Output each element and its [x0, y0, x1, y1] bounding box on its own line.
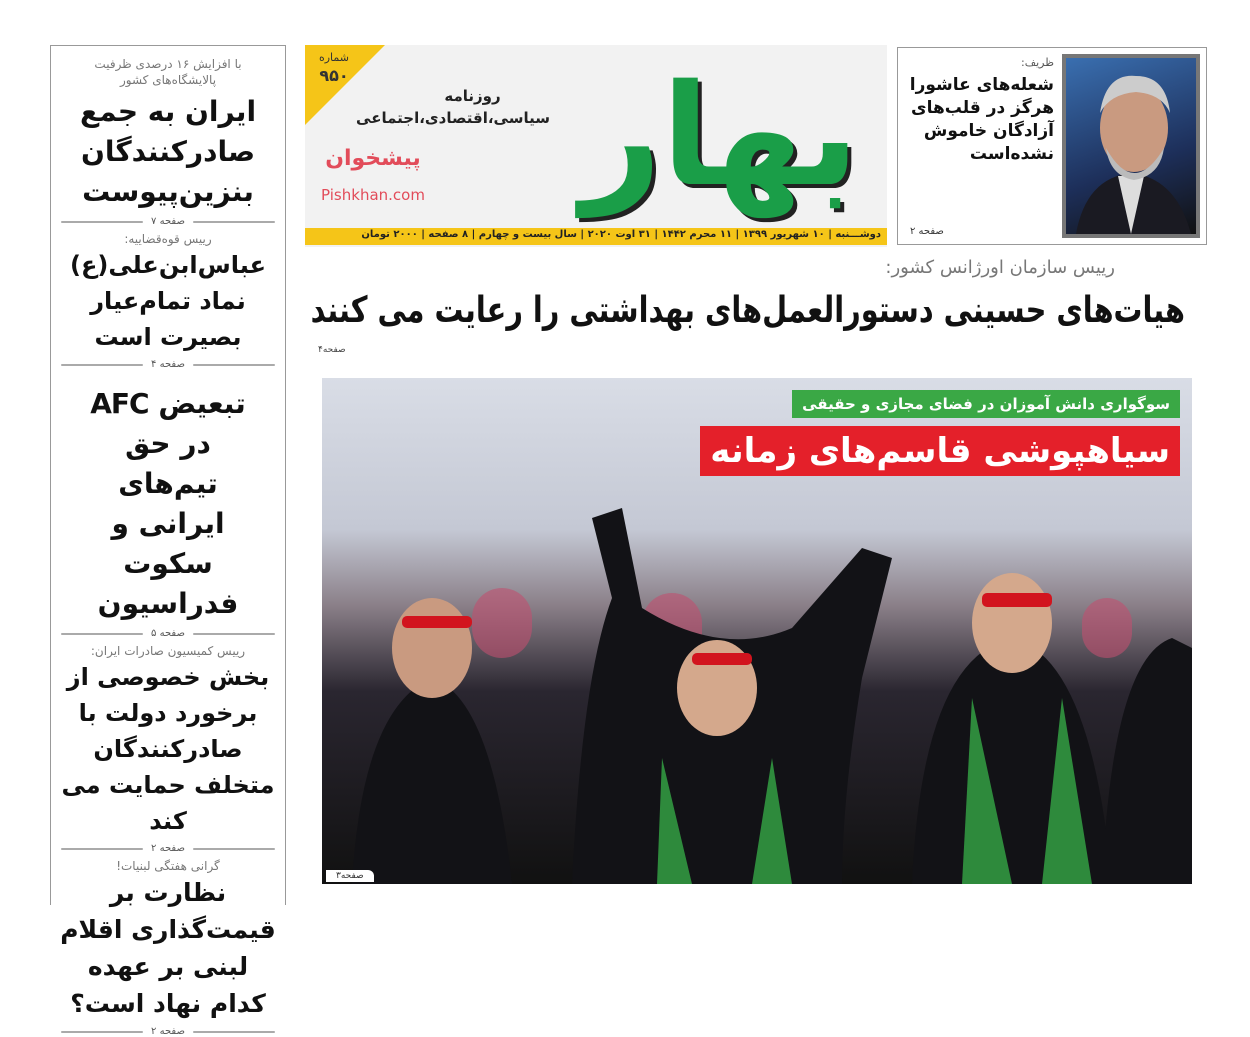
- issue-label: شماره: [318, 51, 349, 64]
- issue-info: [309, 49, 359, 85]
- dateline: دوشـــنبه | ۱۰ شهریور ۱۳۹۹ | ۱۱ محرم ۱۴۴۲ | ۳۱ اوت ۲۰۲۰ | سال بیست و چهارم | ۸ صفحه | ۲۰۰۰ تومان: [305, 228, 887, 245]
- watermark-url[interactable]: Pishkhan.com: [321, 186, 425, 204]
- photo-kicker-label: سوگواری دانش آموزان در فضای مجازی و حقیقی: [792, 390, 1180, 418]
- page-ref: صفحه ۲: [61, 843, 275, 854]
- tagline-2: سیاسی،اقتصادی،اجتماعی: [356, 109, 550, 127]
- left-news-column: [50, 45, 286, 1037]
- news-kicker: ظریف:: [1021, 56, 1054, 69]
- news-headline[interactable]: شعله‌های عاشورا هرگز در قلب‌های آزادگان خاموش نشده‌است: [909, 75, 1054, 164]
- news-headline[interactable]: ایران به جمع صادرکنندگان بنزین‌پیوست: [79, 95, 257, 208]
- page-ref: صفحه۳: [326, 870, 374, 882]
- news-headline[interactable]: تبعیض AFC در حق تیم‌های ایرانی و سکوت فدراسیون: [90, 387, 246, 620]
- page-ref: صفحه ۵: [61, 628, 275, 639]
- news-headline[interactable]: نظارت بر قیمت‌گذاری اقلام لبنی بر عهده کدام نهاد است؟: [60, 878, 276, 1018]
- tagline: [356, 85, 550, 129]
- news-item[interactable]: [51, 374, 285, 639]
- page-ref: صفحه ۲: [910, 226, 944, 237]
- photo-headline[interactable]: سیاهپوشی قاسم‌های زمانه: [700, 426, 1180, 476]
- news-kicker: با افزایش ۱۶ درصدی ظرفیت پالایشگاه‌های کشور: [94, 57, 242, 87]
- portrait-figure: [1066, 58, 1196, 234]
- masthead: [305, 45, 887, 247]
- news-headline[interactable]: عباس‌ابن‌علی(ع) نماد تمام‌عیار بصیرت است: [70, 251, 266, 351]
- watermark: پیشخوان: [325, 146, 421, 171]
- news-kicker: رییس قوه‌قضاییه:: [124, 232, 212, 246]
- page-ref: صفحه ۲: [61, 1026, 275, 1037]
- page-ref: صفحه ۷: [61, 216, 275, 227]
- news-kicker: رییس کمیسیون صادرات ایران:: [90, 644, 246, 658]
- zarif-news-box[interactable]: [897, 47, 1207, 245]
- news-item[interactable]: [51, 231, 285, 370]
- issue-number: ۹۵۰: [319, 66, 349, 85]
- main-headline[interactable]: هیات‌های حسینی دستورالعمل‌های بهداشتی را رعایت می کنند: [310, 290, 1185, 331]
- main-photo[interactable]: [322, 378, 1192, 884]
- news-item[interactable]: [51, 858, 285, 1037]
- portrait-photo: [1062, 54, 1200, 238]
- main-headline-wrap: [310, 281, 1195, 343]
- page-ref: صفحه۴: [318, 345, 346, 355]
- page-ref: صفحه ۴: [61, 359, 275, 370]
- main-story: [310, 255, 1195, 373]
- news-item[interactable]: [51, 643, 285, 854]
- main-kicker: رییس سازمان اورژانس کشور:: [885, 257, 1115, 278]
- tagline-1: روزنامه: [444, 87, 501, 105]
- news-kicker: گرانی هفتگی لبنیات!: [116, 859, 220, 873]
- news-headline[interactable]: بخش خصوصی از برخورد دولت با صادرکنندگان متخلف حمایت می کند: [61, 663, 275, 835]
- news-item[interactable]: [51, 50, 285, 227]
- newspaper-logo: بهار: [580, 55, 860, 218]
